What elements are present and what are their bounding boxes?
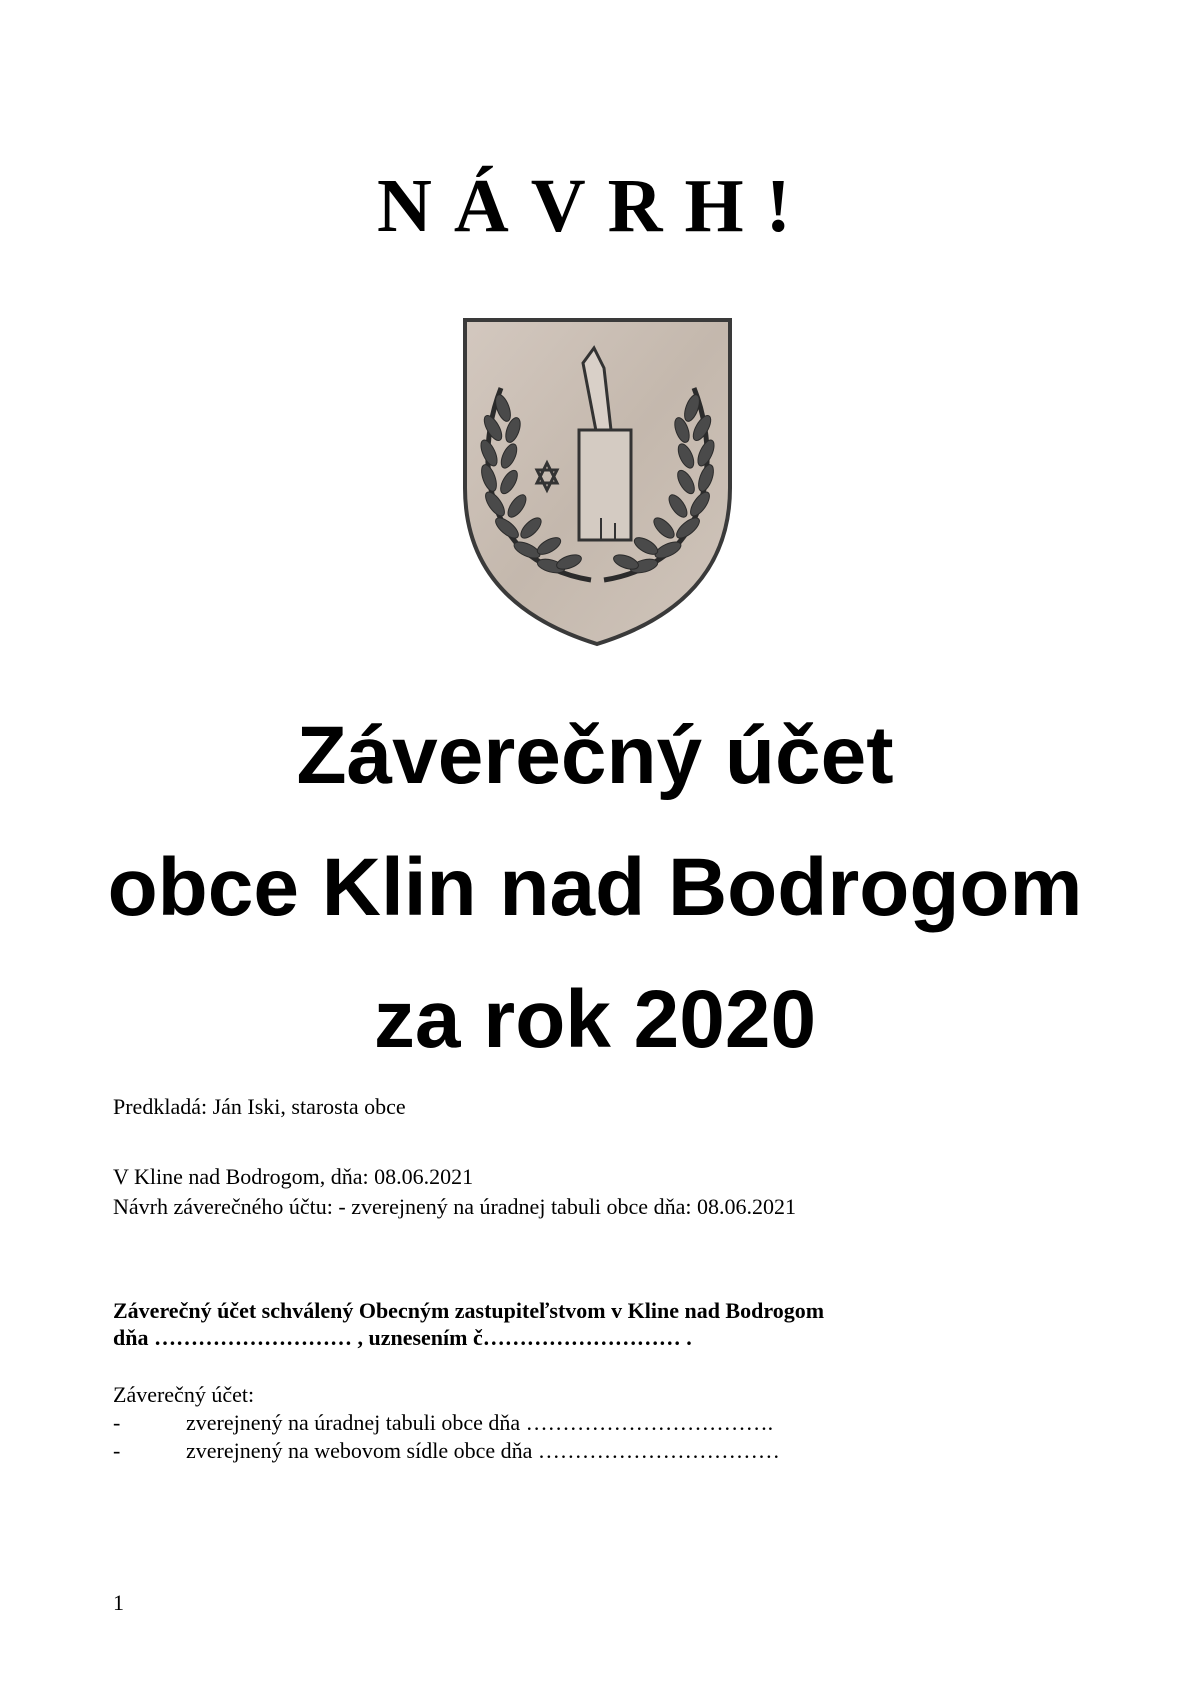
coat-of-arms-emblem [461, 318, 734, 648]
approval-line-1: Záverečný účet schválený Obecným zastupiteľstvom v Kline nad Bodrogom [113, 1298, 825, 1323]
publication-item-text: zverejnený na úradnej tabuli obce dňa ……………………………. [186, 1410, 774, 1435]
list-dash: - [113, 1410, 121, 1435]
title-line-2: obce Klin nad Bodrogom [107, 842, 1083, 933]
place-and-date: V Kline nad Bodrogom, dňa: 08.06.2021 [113, 1164, 474, 1189]
publication-item [113, 1437, 780, 1465]
list-dash: - [113, 1438, 121, 1463]
publication-block [113, 1381, 780, 1465]
draft-heading: NÁVRH! [377, 164, 813, 248]
title-line-3: za rok 2020 [373, 974, 817, 1065]
approval-block [113, 1297, 824, 1351]
title-line-1: Záverečný účet [296, 710, 894, 801]
publication-item [113, 1409, 780, 1437]
publication-item-text: zverejnený na webovom sídle obce dňa …………………………… [186, 1438, 780, 1463]
approval-line-2: dňa ……………………… , uznesením č……………………… . [113, 1325, 692, 1350]
document-title [0, 690, 1190, 1086]
page-number: 1 [113, 1590, 124, 1615]
publication-heading: Záverečný účet: [113, 1382, 255, 1407]
submitted-by: Predkladá: Ján Iski, starosta obce [113, 1094, 406, 1119]
draft-published-note: Návrh záverečného účtu: - zverejnený na úradnej tabuli obce dňa: 08.06.2021 [113, 1194, 796, 1219]
